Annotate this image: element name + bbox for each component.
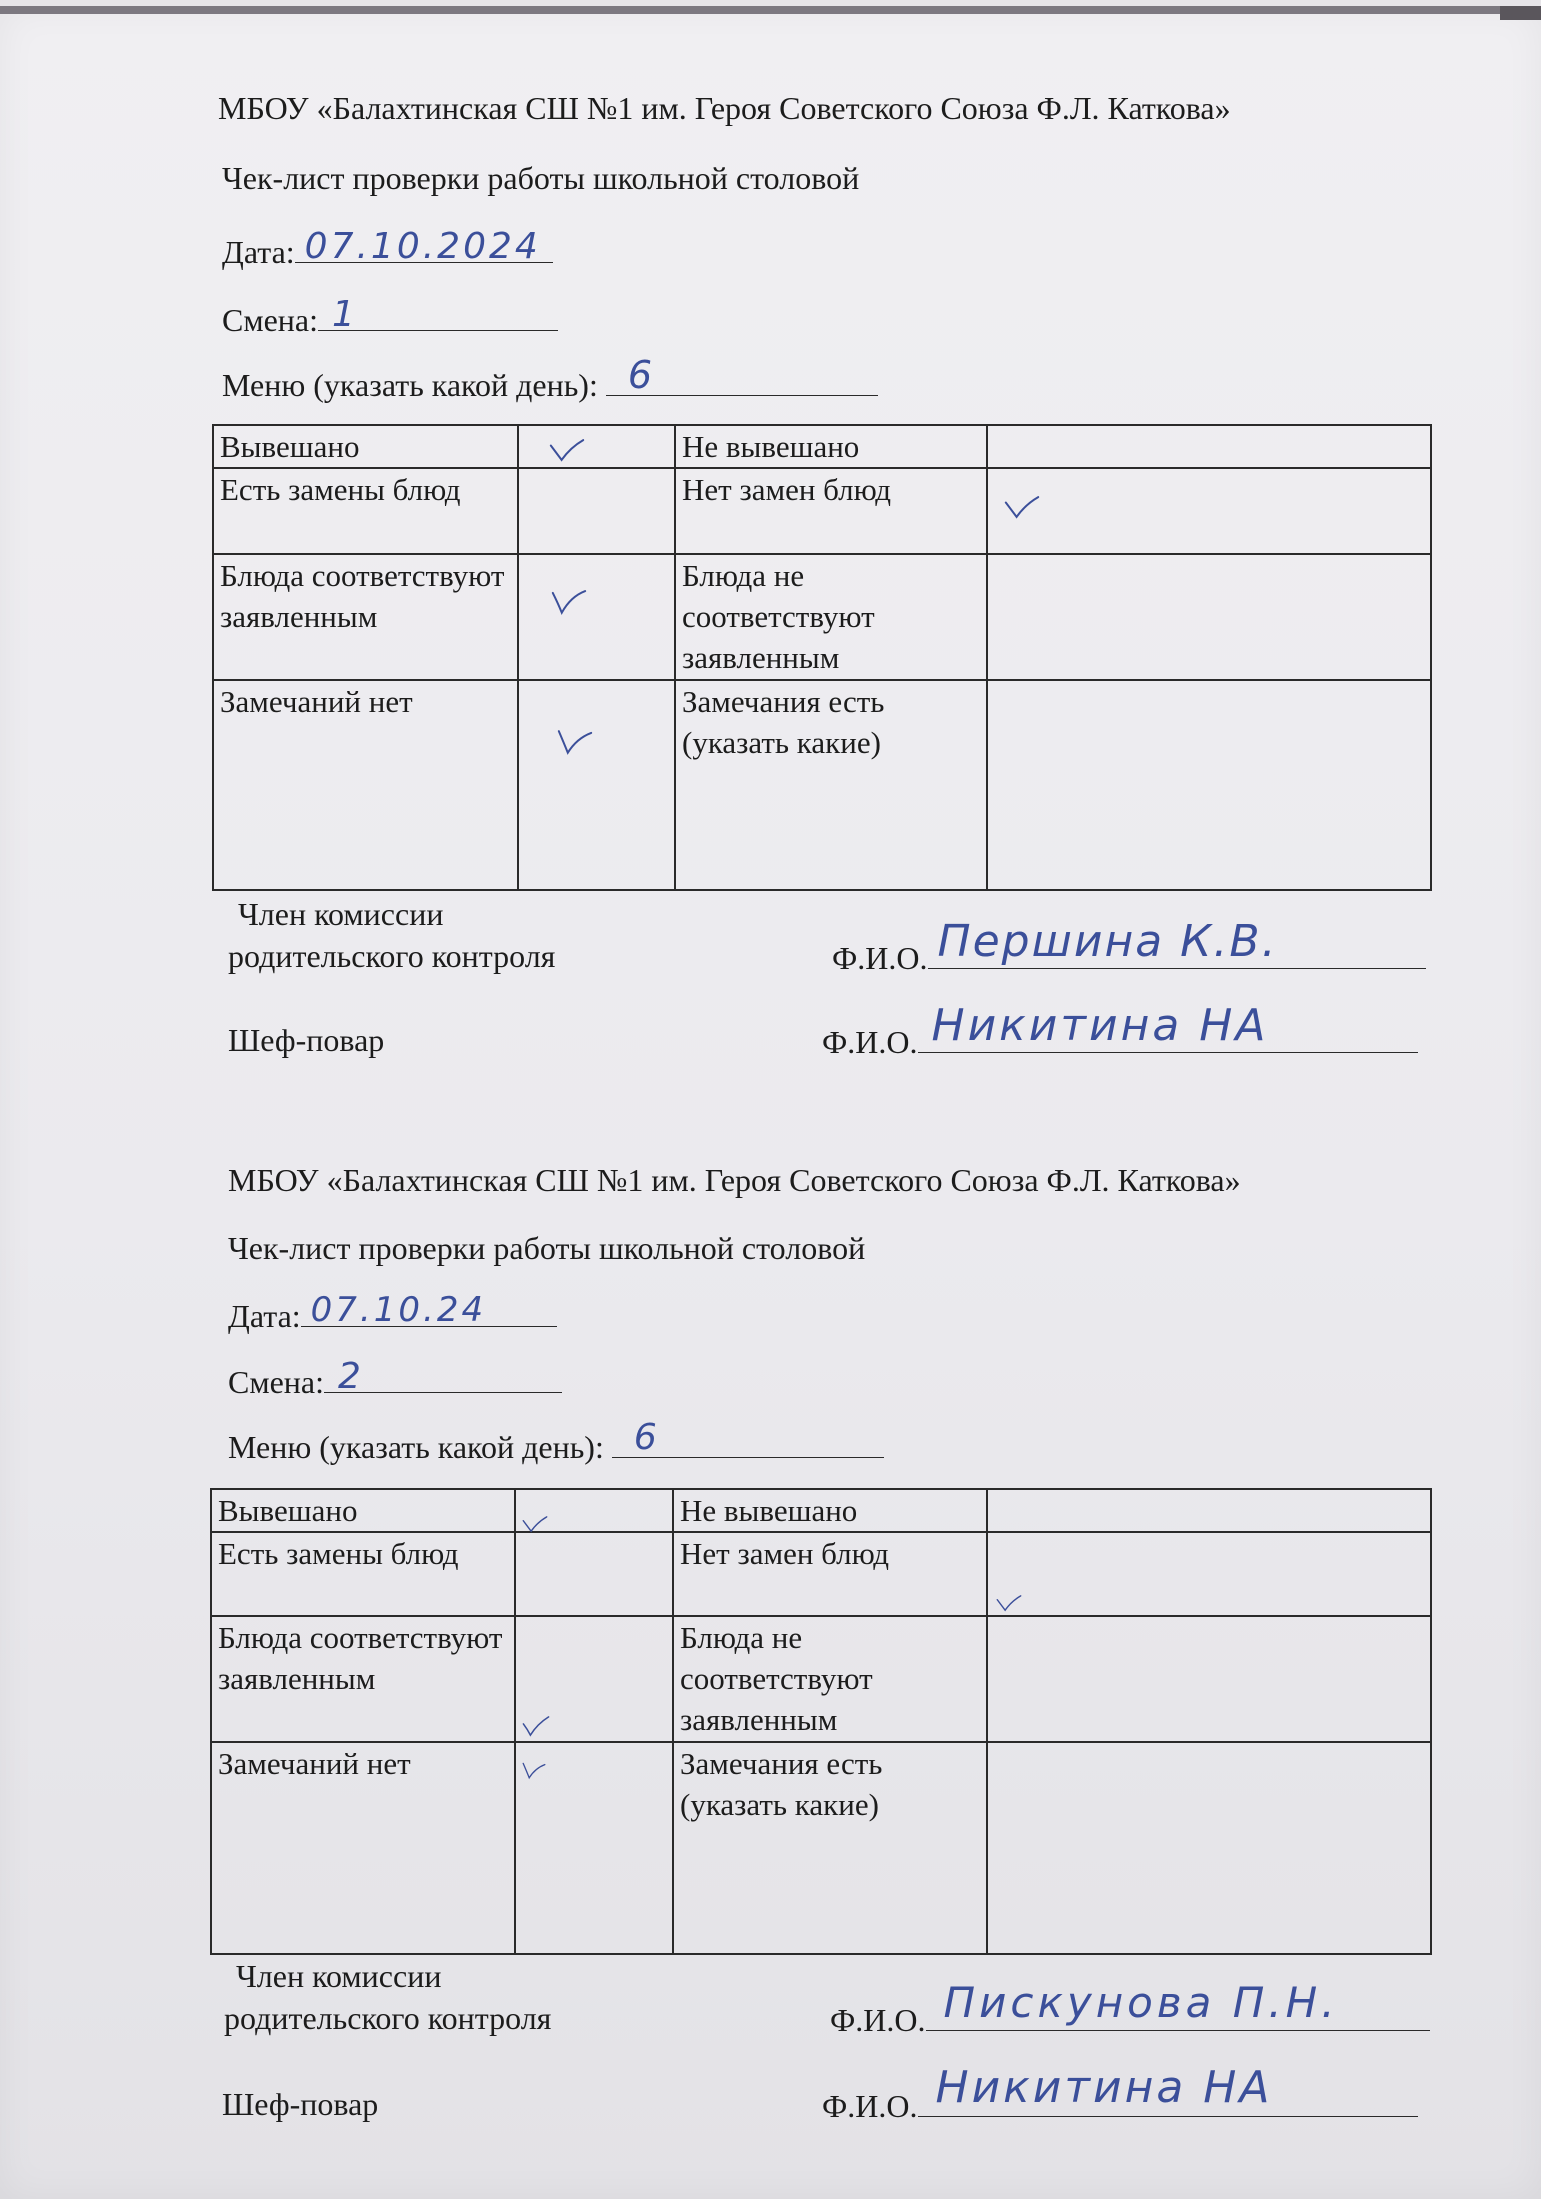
- table-cell: Замечаний нет: [211, 1742, 515, 1954]
- shift-value: 1: [332, 294, 355, 335]
- check-mark-icon: [522, 1504, 548, 1526]
- check-cell: [987, 1616, 1431, 1742]
- check-mark-icon: [996, 1583, 1022, 1605]
- table-row: [211, 1616, 1431, 1742]
- fio-label: Ф.И.О.: [830, 2002, 926, 2038]
- member-label-line1: Член комиссии: [238, 896, 444, 932]
- check-mark-icon: [522, 1751, 546, 1775]
- date-value: 07.10.2024: [304, 226, 541, 267]
- school-name: МБОУ «Балахтинская СШ №1 им. Героя Советского Союза Ф.Л. Каткова»: [228, 1162, 1241, 1198]
- table-cell: Не вывешано: [673, 1489, 987, 1532]
- table-row: [213, 680, 1431, 890]
- menu-row: [228, 1417, 884, 1466]
- table-cell: Замечания есть (указать какие): [675, 680, 987, 890]
- chef-fio-row: [822, 2062, 1418, 2125]
- table-row: [211, 1742, 1431, 1954]
- check-cell: [518, 554, 675, 680]
- table-row: [211, 1532, 1431, 1616]
- chef-label: Шеф-повар: [222, 2086, 379, 2122]
- form-title: Чек-лист проверки работы школьной столовой: [228, 1230, 866, 1266]
- fio-label: Ф.И.О.: [822, 2088, 918, 2124]
- check-mark-icon: [551, 583, 587, 619]
- chef-signature-field: [918, 1000, 1418, 1053]
- table-cell: Не вывешано: [675, 425, 987, 468]
- table-cell: Блюда не соответствуют заявленным: [675, 554, 987, 680]
- check-cell: [518, 680, 675, 890]
- table-cell: Блюда соответствуют заявленным: [213, 554, 518, 680]
- chef-fio-row: [822, 1000, 1418, 1061]
- fio-label: Ф.И.О.: [822, 1024, 918, 1060]
- fio-label: Ф.И.О.: [832, 940, 928, 976]
- shift-row: [228, 1356, 562, 1401]
- member-fio-row: [830, 1978, 1430, 2039]
- table-row: [213, 554, 1431, 680]
- chef-label: Шеф-повар: [228, 1022, 385, 1058]
- check-cell: [987, 425, 1431, 468]
- menu-field: [612, 1417, 884, 1458]
- check-cell: [987, 1489, 1431, 1532]
- table-cell: Вывешано: [213, 425, 518, 468]
- check-mark-icon: [557, 723, 593, 759]
- background-corner: [1500, 6, 1541, 20]
- menu-value: 6: [627, 353, 653, 397]
- check-cell: [515, 1742, 673, 1954]
- check-cell: [987, 1742, 1431, 1954]
- menu-label: Меню (указать какой день):: [228, 1429, 604, 1465]
- menu-label: Меню (указать какой день):: [222, 367, 598, 403]
- table-row: [213, 468, 1431, 554]
- check-cell: [987, 468, 1431, 554]
- date-row: [228, 1290, 557, 1335]
- date-label: Дата:: [222, 234, 295, 270]
- form-title: Чек-лист проверки работы школьной столовой: [222, 160, 860, 196]
- check-mark-icon: [549, 432, 585, 468]
- check-mark-icon: [1004, 489, 1040, 525]
- table-cell: Вывешано: [211, 1489, 515, 1532]
- date-field: [301, 1290, 557, 1330]
- table-cell: Замечания есть (указать какие): [673, 1742, 987, 1954]
- table-cell: Есть замены блюд: [211, 1532, 515, 1616]
- check-cell: [987, 554, 1431, 680]
- table-cell: Блюда соответствуют заявленным: [211, 1616, 515, 1742]
- chef-signature: Никитина НА: [935, 2062, 1273, 2113]
- shift-field: [318, 294, 558, 335]
- checklist-table: [210, 1488, 1432, 1955]
- member-label-line2: родительского контроля: [228, 938, 556, 974]
- background-strip: [0, 6, 1541, 14]
- shift-value: 2: [338, 1356, 361, 1397]
- menu-value: 6: [633, 1417, 657, 1458]
- check-cell: [515, 1532, 673, 1616]
- member-fio-row: [832, 916, 1426, 977]
- paper-sheet: [0, 6, 1541, 2199]
- check-cell: [518, 468, 675, 554]
- check-cell: [515, 1489, 673, 1532]
- shift-row: [222, 294, 558, 339]
- member-signature-field: [928, 916, 1426, 969]
- table-row: [211, 1489, 1431, 1532]
- date-label: Дата:: [228, 1298, 301, 1334]
- table-row: [213, 425, 1431, 468]
- shift-field: [324, 1356, 562, 1397]
- date-field: [295, 226, 553, 267]
- date-value: 07.10.24: [310, 1290, 487, 1330]
- check-cell: [518, 425, 675, 468]
- check-cell: [515, 1616, 673, 1742]
- table-cell: Блюда не соответствуют заявленным: [673, 1616, 987, 1742]
- checklist-table: [212, 424, 1432, 891]
- member-signature: Пискунова П.Н.: [943, 1978, 1339, 2027]
- member-label-line2: родительского контроля: [224, 2000, 552, 2036]
- check-cell: [987, 1532, 1431, 1616]
- chef-signature: Никитина НА: [931, 1000, 1269, 1051]
- table-cell: Есть замены блюд: [213, 468, 518, 554]
- member-signature-field: [926, 1978, 1430, 2031]
- check-cell: [987, 680, 1431, 890]
- member-signature: Першина К.В.: [937, 916, 1278, 967]
- table-cell: Замечаний нет: [213, 680, 518, 890]
- check-mark-icon: [522, 1707, 550, 1731]
- school-name: МБОУ «Балахтинская СШ №1 им. Героя Советского Союза Ф.Л. Каткова»: [218, 90, 1231, 126]
- shift-label: Смена:: [228, 1364, 325, 1400]
- member-label-line1: Член комиссии: [236, 1958, 442, 1994]
- table-cell: Нет замен блюд: [675, 468, 987, 554]
- chef-signature-field: [918, 2062, 1418, 2117]
- menu-row: [222, 353, 878, 404]
- table-cell: Нет замен блюд: [673, 1532, 987, 1616]
- shift-label: Смена:: [222, 302, 319, 338]
- menu-field: [606, 353, 878, 397]
- date-row: [222, 226, 553, 271]
